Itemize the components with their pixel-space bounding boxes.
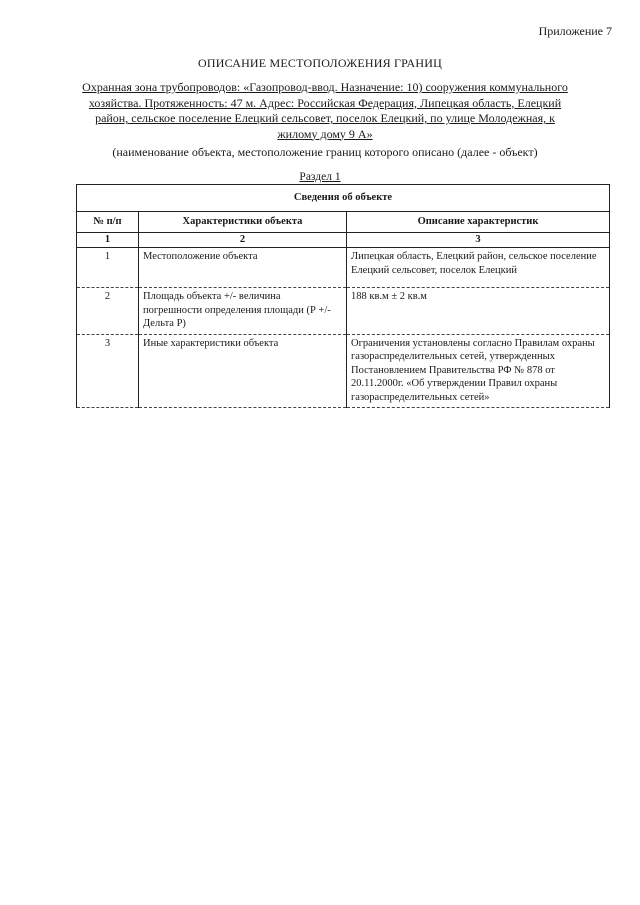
object-info-table (76, 184, 610, 408)
section-label: Раздел 1 (299, 171, 341, 183)
column-header-characteristic: Характеристики объекта (139, 212, 347, 233)
row-number: 2 (77, 288, 139, 335)
table-row (77, 248, 610, 288)
row-description: Ограничения установлены согласно Правилам охраны газораспределительных сетей, утвержденных Постановлением Правительства РФ № 878 от 20.11.2000г. «Об утверждении Правил охраны газораспределительных сетей» (347, 334, 610, 408)
column-header-description: Описание характеристик (347, 212, 610, 233)
row-description: Липецкая область, Елецкий район, сельское поселение Елецкий сельсовет, поселок Елецкий (347, 248, 610, 288)
column-number-row (77, 233, 610, 248)
appendix-label: Приложение 7 (538, 24, 612, 38)
object-caption: (наименование объекта, местоположение границ которого описано (далее - объект) (112, 145, 538, 159)
column-number-3: 3 (347, 233, 610, 248)
row-characteristic: Иные характеристики объекта (139, 334, 347, 408)
row-characteristic: Площадь объекта +/- величина погрешности определения площади (Р +/- Дельта Р) (139, 288, 347, 335)
row-number: 3 (77, 334, 139, 408)
table-row (77, 334, 610, 408)
row-number: 1 (77, 248, 139, 288)
table-title: Сведения об объекте (77, 185, 610, 212)
document-title: ОПИСАНИЕ МЕСТОПОЛОЖЕНИЯ ГРАНИЦ (198, 56, 442, 70)
column-number-1: 1 (77, 233, 139, 248)
column-number-2: 2 (139, 233, 347, 248)
row-characteristic: Местоположение объекта (139, 248, 347, 288)
object-name: Охранная зона трубопроводов: «Газопровод-ввод. Назначение: 10) сооружения коммунального хозяйства. Протяженность: 47 м. Адрес: Российская Федерация, Липецкая область, Елецкий район, сельское поселение Елецкий сельсовет, поселок Елецкий, по улице Молодежная, к жилому дому 9 А» (82, 80, 568, 141)
column-header-number: № п/п (77, 212, 139, 233)
table-row (77, 288, 610, 335)
table-title-row (77, 185, 610, 212)
column-header-row (77, 212, 610, 233)
row-description: 188 кв.м ± 2 кв.м (347, 288, 610, 335)
